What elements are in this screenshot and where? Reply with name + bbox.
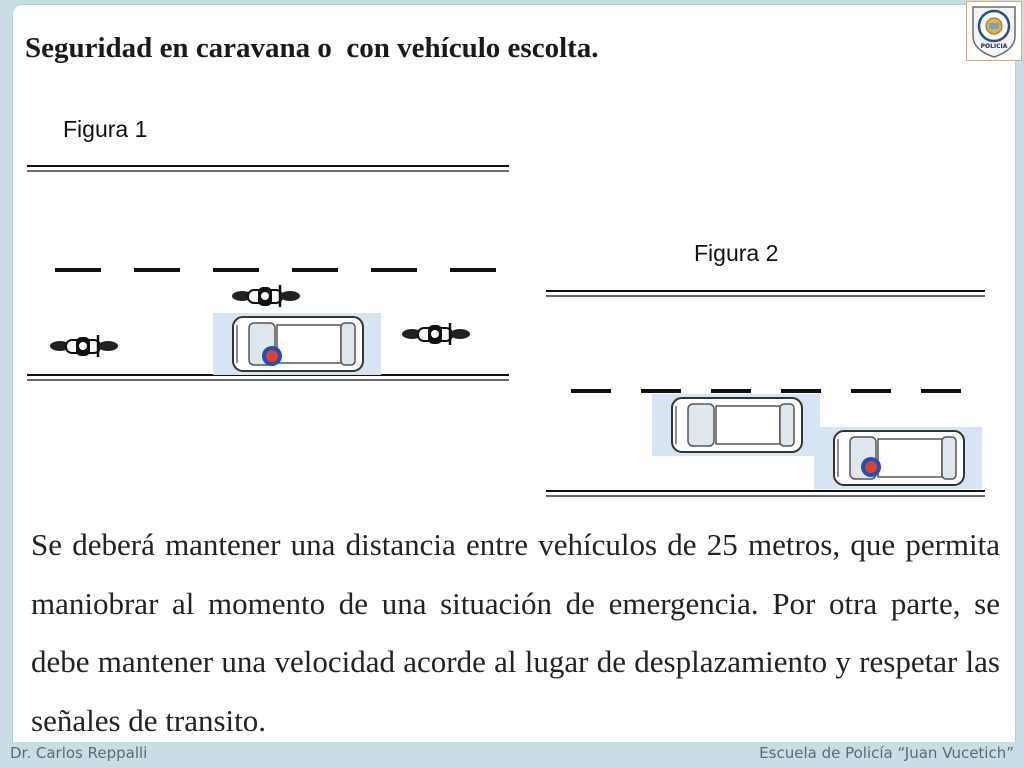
figure2-protected-car — [814, 427, 982, 489]
footer-author: Dr. Carlos Reppalli — [10, 744, 148, 762]
figure1-escort-motorcycle-lead — [402, 323, 470, 345]
figure1-label: Figura 1 — [63, 116, 148, 142]
figure1-protected-marker — [262, 346, 282, 366]
figure2-label: Figura 2 — [694, 240, 779, 266]
figure2-protected-marker — [861, 457, 881, 477]
figure1-escort-motorcycle-rear — [50, 335, 118, 357]
figure1-road-top-edge — [27, 166, 509, 171]
body-paragraph: Se deberá mantener una distancia entre vehículos de 25 metros, que permita maniobrar al momento de una situación de emergencia. Por otra parte, se debe mantener una velocidad acorde al lugar de desplazamiento y respetar las señales de transito. — [31, 527, 1000, 738]
figure2-escort-car — [652, 394, 820, 456]
footer-institution: Escuela de Policía “Juan Vucetich” — [759, 744, 1014, 762]
figure1-escort-motorcycle-front — [232, 285, 300, 307]
figure1-protected-car — [213, 313, 381, 375]
figure2-road-top-edge — [546, 291, 985, 296]
figure1-road-bottom-edge — [27, 375, 509, 380]
slide-title: Seguridad en caravana o con vehículo escolta. — [25, 32, 599, 64]
crest-text: POLICIA — [980, 43, 1008, 50]
figure2-road-bottom-edge — [546, 491, 985, 496]
